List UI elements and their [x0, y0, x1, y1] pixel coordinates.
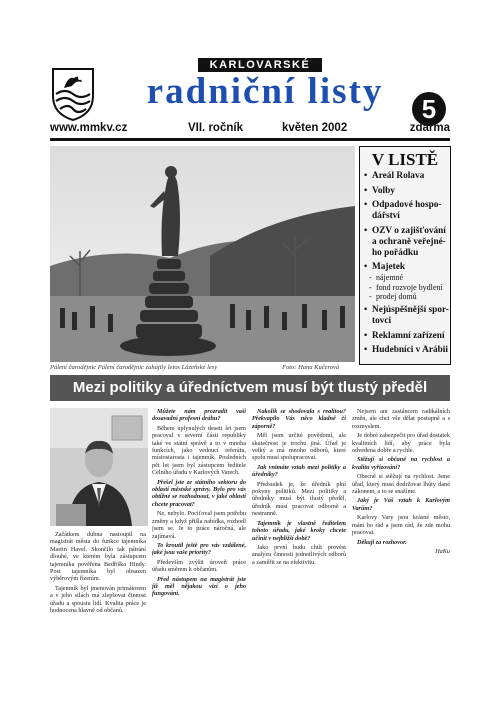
contents-subitem[interactable]: - fond rozvoje bydlení: [364, 283, 450, 293]
website-link[interactable]: www.mmkv.cz: [50, 122, 128, 134]
tajemnik-portrait-photo: [50, 408, 148, 526]
photo-credit: Foto: Hana Kučerová: [282, 364, 340, 371]
price-label: zdarma: [409, 122, 450, 134]
interview-answer: Měl jsem určité povědomí, ale skutečnost je trochu jiná. Úřad je velký a má mnoho odborů, které spolu musí spolupracovat.: [252, 432, 346, 462]
bonfire-photo: [50, 146, 355, 362]
interview-question: Tajemník je vlastně ředitelem tohoto úřadu, jaké kroky chcete učinit v nejbližší době?: [252, 519, 346, 542]
interview-answer: Ne, nebylo. Pociťoval jsem potřebu změny a když přišla nabídka, rozhodl jsem se. Je to práce náročná, ale zajímavá.: [152, 510, 246, 540]
photo-caption: Pálení čarodějnic Pálení čarodějnic zahájily letos Lázeňské lesy: [50, 364, 218, 371]
newspaper-title: radniční listy: [146, 71, 384, 112]
article-column-2: [152, 408, 246, 686]
masthead-info-bar: [50, 122, 450, 136]
interview-answer: Obecně si stěžují na rychlost. Jsme úřad, který musí dodržovat lhůty dané zákonem, a to se snažíme.: [352, 473, 450, 496]
contents-item[interactable]: • Areál Rolava: [364, 171, 450, 182]
interview-answer: Nejsem ani zastáncem radikálních změn, ale chci vše dělat postupně a s rozmyslem.: [352, 408, 450, 430]
contents-subitem[interactable]: - nájemné: [364, 273, 450, 283]
interview-answer: Během uplynulých deseti let jsem pracoval v severní části republiky také ve státní správě a to v mnoha funkcích, jako vedoucí referátu, místostarosta i tajemník. Posledních pět let jsem byl zástupcem ředitele Celního úřadu v Karlových Varech.: [152, 424, 246, 477]
article-author: HaKu: [435, 547, 450, 555]
masthead-kicker: KARLOVARSKÉ: [198, 58, 322, 72]
interview-question: To kroutil ještě pro vás vzdálené, jaké jsou vaše priority?: [152, 541, 246, 557]
contents-item[interactable]: • Majetek: [364, 262, 450, 273]
contents-item[interactable]: • Nejúspěšnější spor-tovci: [364, 305, 450, 327]
volume-label: VII. ročník: [188, 122, 243, 134]
interview-answer: Předsudek je, že úředník plní pokyny politiků. Mezi politiky a úředníky musí být tlustý předěl, úředník musí pracovat odborně a nestranně.: [252, 480, 346, 518]
article-paragraph: Tajemník byl jmenován primátorem a v jeho silách má zlepšovat činnost úřadu a spoustu lidí. Kvalita práce je hodnocena hlavně od občanů.: [50, 584, 146, 615]
article-headline: Mezi politiky a úředníctvem musí být tlustý předěl: [50, 375, 450, 401]
date-label: květen 2002: [282, 122, 348, 134]
contents-item[interactable]: • Reklamní zařízení: [364, 331, 450, 342]
masthead-divider: [50, 138, 450, 141]
interview-question: Stěžují si občané na rychlost a kvalitu vyřizování?: [352, 456, 450, 471]
contents-list: [364, 171, 450, 360]
article-column-3: [252, 408, 346, 686]
city-coat-of-arms-logo: [50, 66, 96, 122]
contents-heading: V LISTĚ: [371, 150, 439, 169]
interview-question: Můžete nám prozradit vaši dosavadní profesní dráhu?: [152, 408, 246, 423]
interview-question: Přešel jste ze státního sektoru do oblasti městské správy. Bylo pro vás obtížné se rozhodnout, v jaké oblasti chcete pracovat?: [152, 478, 246, 508]
interview-answer: Jako první budu chtít provést analýzu činnosti jednotlivých odborů a zaměřit se na efektivitu.: [252, 543, 346, 566]
contents-subitem[interactable]: - prodej domů: [364, 292, 450, 302]
interview-closing: Děkuji za rozhovor.: [357, 538, 407, 546]
interview-answer: Je dobré zabezpečit pro úřad dostatek kvalitních lidí, aby práce byla odvedena dobře a rychle.: [352, 432, 450, 455]
article-paragraph: Začátkem dubna nastoupil na magistrát města do funkce tajemníka Martin Havel. Skončilo tak pátrání dlouhé, ve kterém byla zástupcem tajemníka pověřena Bedřiška Hindy. Post tajemníka byl obsazen výběrovým řízením.: [50, 531, 146, 583]
interview-question: Nakolik se shodovala s realitou? Překvapilo Vás něco kladně či záporně?: [252, 408, 346, 430]
contents-item[interactable]: • Volby: [364, 186, 450, 197]
contents-item[interactable]: • Hudebníci v Arábii: [364, 345, 450, 356]
article-column-1: [50, 531, 146, 686]
issue-number-badge: 5: [412, 92, 446, 126]
interview-answer: Především zvýšit úroveň práce úřadu směrem k občanům.: [152, 558, 246, 574]
contents-item[interactable]: • OZV o zajišťování a ochraně veřejné-ho pořádku: [364, 226, 450, 259]
interview-question: Před nástupem na magistrát jste již měl nějakou vizi o jeho fungování.: [152, 575, 246, 598]
article-column-4: [352, 408, 450, 686]
interview-question: Jaký je Váš vztah k Karlovým Varům?: [352, 497, 450, 512]
contents-item[interactable]: • Odpadové hospo-dářství: [364, 200, 450, 222]
interview-question: Jak vnímáte vztah mezi politiky a úředníky?: [252, 463, 346, 479]
interview-answer: Karlovy Vary jsou krásné město, mám ho rád a jsem rád, že zde mohu pracovat.: [352, 514, 450, 537]
